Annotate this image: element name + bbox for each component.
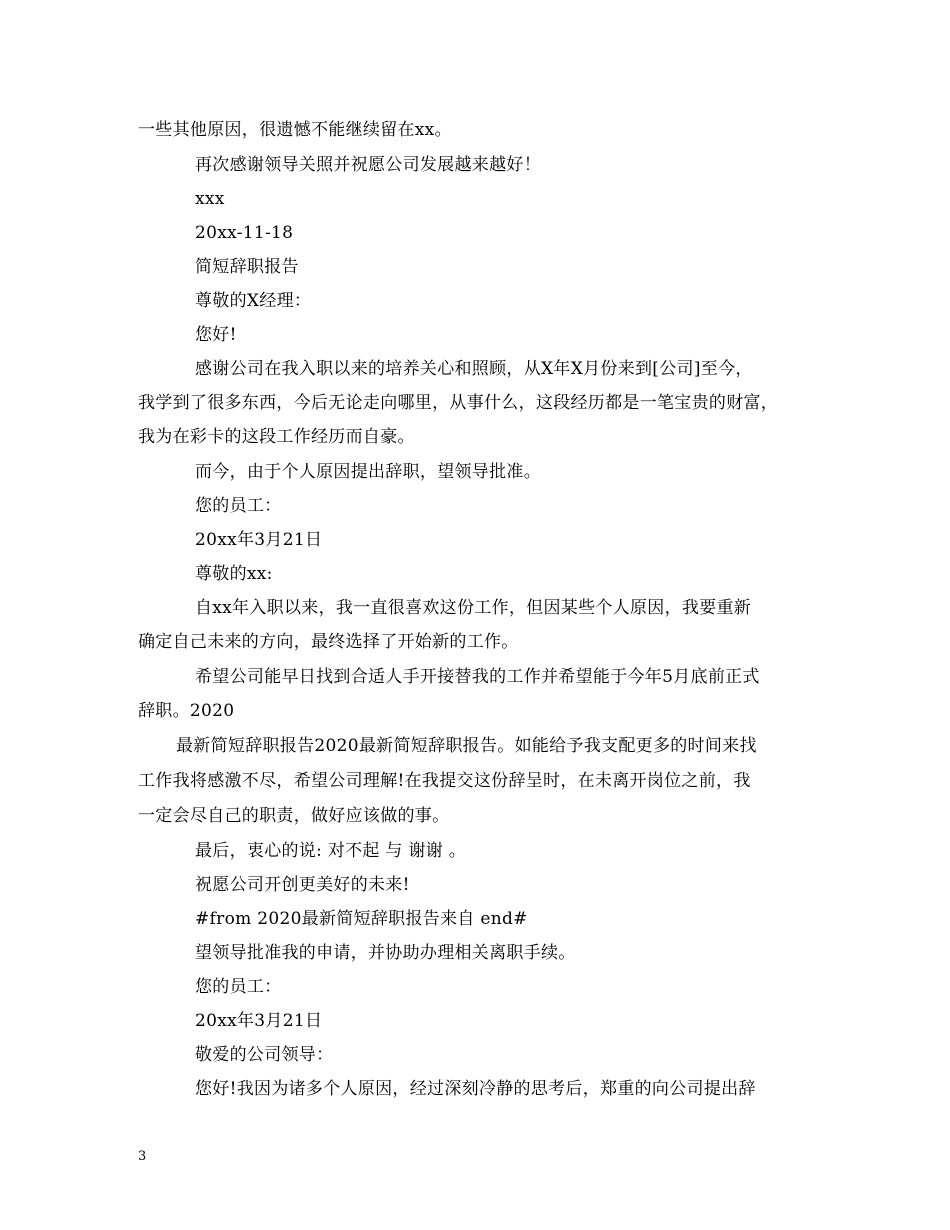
source-note: #from 2020最新简短辞职报告来自 end#	[195, 909, 528, 929]
body-text-line: 而今，由于个人原因提出辞职，望领导批准。	[195, 462, 541, 482]
signature-date: 20xx年3月21日	[195, 530, 323, 550]
page-number: 3	[138, 1149, 147, 1164]
body-text-line: 最后，衷心的说: 对不起 与 谢谢 。	[195, 841, 467, 861]
body-text-line: 一定会尽自己的职责，做好应该做的事。	[138, 806, 450, 826]
body-text-line: 祝愿公司开创更美好的未来!	[195, 875, 410, 895]
body-text-line: 我学到了很多东西，今后无论走向哪里，从事什么，这段经历都是一笔宝贵的财富，	[138, 393, 779, 413]
body-text-line: 辞职。2020	[138, 701, 235, 721]
section-title: 简短辞职报告	[195, 257, 299, 277]
signature-date: 20xx-11-18	[195, 223, 294, 243]
salutation: 尊敬的xx:	[195, 564, 273, 584]
signature-label: 您的员工：	[195, 496, 282, 516]
body-text-line: 一些其他原因，很遗憾不能继续留在xx。	[138, 120, 452, 140]
body-text-line: 确定自己未来的方向，最终选择了开始新的工作。	[138, 632, 519, 652]
body-text-line: 感谢公司在我入职以来的培养关心和照顾，从X年X月份来到[公司]至今，	[195, 359, 753, 379]
salutation: 敬爱的公司领导：	[195, 1045, 334, 1065]
body-text-line: 最新简短辞职报告2020最新简短辞职报告。如能给予我支配更多的时间来找	[176, 736, 757, 756]
signature-date: 20xx年3月21日	[195, 1011, 323, 1031]
body-text-line: 我为在彩卡的这段工作经历而自豪。	[138, 427, 415, 447]
salutation: 尊敬的X经理：	[195, 291, 312, 311]
body-text-line: 望领导批准我的申请，并协助办理相关离职手续。	[195, 943, 576, 963]
body-text-line: 再次感谢领导关照并祝愿公司发展越来越好！	[195, 155, 541, 175]
greeting: 您好!	[195, 325, 237, 345]
body-text-line: 您好!我因为诸多个人原因，经过深刻冷静的思考后，郑重的向公司提出辞	[195, 1079, 756, 1099]
body-text-line: 希望公司能早日找到合适人手开接替我的工作并希望能于今年5月底前正式	[195, 667, 760, 687]
body-text-line: 自xx年入职以来，我一直很喜欢这份工作，但因某些个人原因，我要重新	[195, 598, 752, 618]
body-text-line: 工作我将感激不尽，希望公司理解!在我提交这份辞呈时，在未离开岗位之前，我	[138, 771, 751, 791]
signature-label: 您的员工：	[195, 977, 282, 997]
signature-name: xxx	[195, 189, 225, 209]
